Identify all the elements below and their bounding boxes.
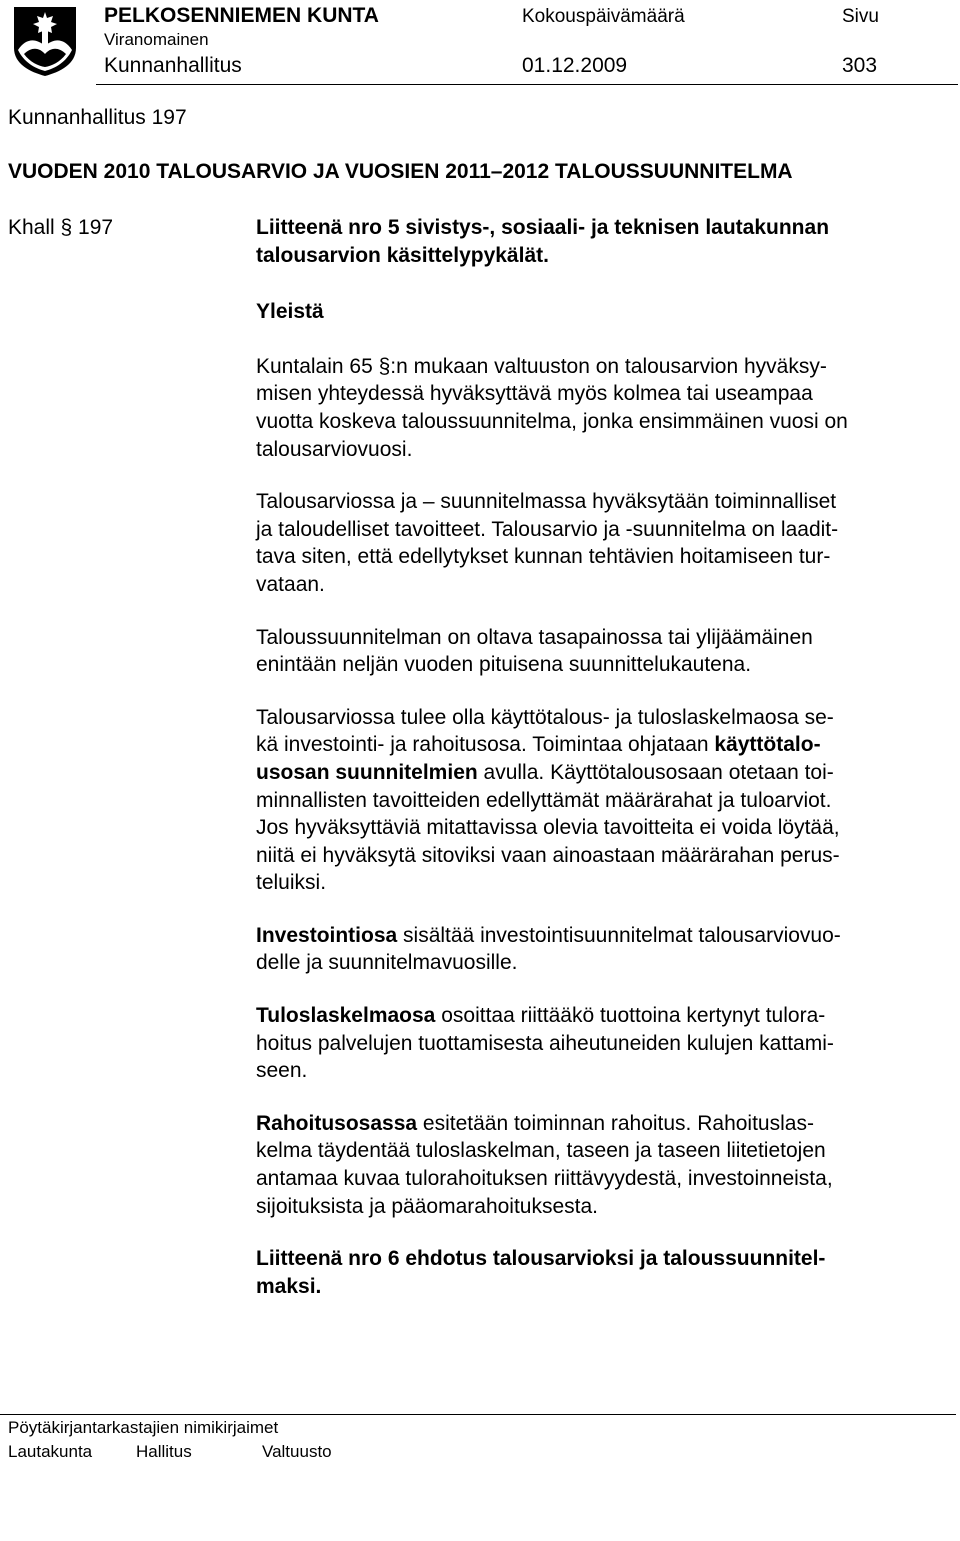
emphasis-term: Rahoitusosassa [256,1111,418,1135]
text-line: enintään neljän vuoden pituisena suunnittelukautena. [256,653,752,677]
section-reference: Kunnanhallitus 197 [8,106,187,129]
text-line: misen yhteydessä hyväksyttävä myös kolmea tai useampaa [256,382,813,406]
attachment-5-line: talousarvion käsittelypykälät. [256,243,549,267]
text-line [256,731,926,759]
document-title: VUODEN 2010 TALOUSARVIO JA VUOSIEN 2011–2012 TALOUSSUUNNITELMA [8,160,793,183]
paragraph-legal-basis [256,353,926,463]
text-line [256,1002,926,1030]
text-line: minnallisten tavoitteiden edellyttämät määrärahat ja tuloarviot. [256,788,832,812]
text-line: ja taloudelliset tavoitteet. Talousarvio ja -suunnitelma on laadit- [256,517,839,541]
authority-value: Kunnanhallitus [104,54,242,77]
meeting-date-value: 01.12.2009 [522,54,628,77]
emphasis-term: käyttötalo- [714,733,821,757]
text-run: sisältää investointisuunnitelmat talousarviovuo- [397,923,841,947]
content-column [256,214,926,1300]
text-line [256,1110,926,1138]
text-run: kä investointi- ja rahoitusosa. Toimintaa ohjataan [256,733,715,757]
paragraph-operating-budget [256,704,926,897]
text-line: teluiksi. [256,871,327,895]
footer-divider [0,1414,956,1415]
signature-column-valtuusto: Valtuusto [262,1442,332,1461]
paragraph-financing [256,1110,926,1220]
text-run: esitetään toiminnan rahoitus. Rahoituslas- [417,1111,814,1135]
meeting-date-label: Kokouspäivämäärä [522,6,685,27]
text-line: sijoituksista ja pääomarahoituksesta. [256,1194,599,1218]
attachment-5-note [256,214,926,269]
text-line: talousarviovuosi. [256,437,413,461]
text-line: Talousarviossa ja – suunnitelmassa hyväksytään toiminnalliset [256,490,837,514]
text-run: osoittaa riittääkö tuottoina kertynyt tulora- [435,1004,826,1028]
signatures-label: Pöytäkirjantarkastajien nimikirjaimet [8,1418,279,1437]
text-line: Taloussuunnitelman on oltava tasapainossa tai ylijäämäinen [256,625,813,649]
coat-of-arms-icon [10,4,80,78]
khall-reference: Khall § 197 [8,216,114,239]
paragraph-income-statement [256,1002,926,1085]
text-line [256,922,926,950]
text-run: avulla. Käyttötalousosaan otetaan toi- [477,760,834,784]
organization-name: PELKOSENNIEMEN KUNTA [104,4,379,27]
attachment-6-note [256,1245,926,1300]
paragraph-goals [256,488,926,598]
text-line: antamaa kuvaa tulorahoituksen riittävyydestä, investoinneista, [256,1167,833,1191]
page-number: 303 [842,54,878,77]
signature-column-hallitus: Hallitus [136,1442,192,1461]
text-line: niitä ei hyväksytä sitoviksi vaan ainoastaan määrärahan perus- [256,843,840,867]
page-label: Sivu [842,6,879,27]
signature-column-lautakunta: Lautakunta [8,1442,93,1461]
attachment-6-line: maksi. [256,1274,322,1298]
paragraph-balance [256,624,926,679]
section-heading: Yleistä [256,300,324,324]
attachment-6-line: Liitteenä nro 6 ehdotus talousarvioksi ja taloussuunnitel- [256,1247,826,1271]
emphasis-term: Investointiosa [256,923,398,947]
emphasis-term: usosan suunnitelmien [256,760,478,784]
text-line: Kuntalain 65 §:n mukaan valtuuston on talousarvion hyväksy- [256,354,827,378]
header-divider [96,84,958,85]
text-line: delle ja suunnitelmavuosille. [256,951,518,975]
attachment-5-line: Liitteenä nro 5 sivistys-, sosiaali- ja teknisen lautakunnan [256,216,830,239]
text-line [256,759,926,787]
paragraph-investment [256,922,926,977]
text-line: vuotta koskeva taloussuunnitelma, jonka ensimmäinen vuosi on [256,409,848,433]
authority-label: Viranomainen [104,30,209,49]
text-line: Jos hyväksyttäviä mitattavissa olevia tavoitteita ei voida löytää, [256,816,840,840]
emphasis-term: Tuloslaskelmaosa [256,1004,436,1028]
text-line: tava siten, että edellytykset kunnan tehtävien hoitamiseen tur- [256,545,831,569]
text-line: Talousarviossa tulee olla käyttötalous- ja tuloslaskelmaosa se- [256,705,834,729]
text-line: kelma täydentää tuloslaskelman, taseen ja taseen liitetietojen [256,1139,826,1163]
text-line: seen. [256,1059,308,1083]
text-line: hoitus palvelujen tuottamisesta aiheutuneiden kulujen kattami- [256,1031,834,1055]
text-line: vataan. [256,572,325,596]
